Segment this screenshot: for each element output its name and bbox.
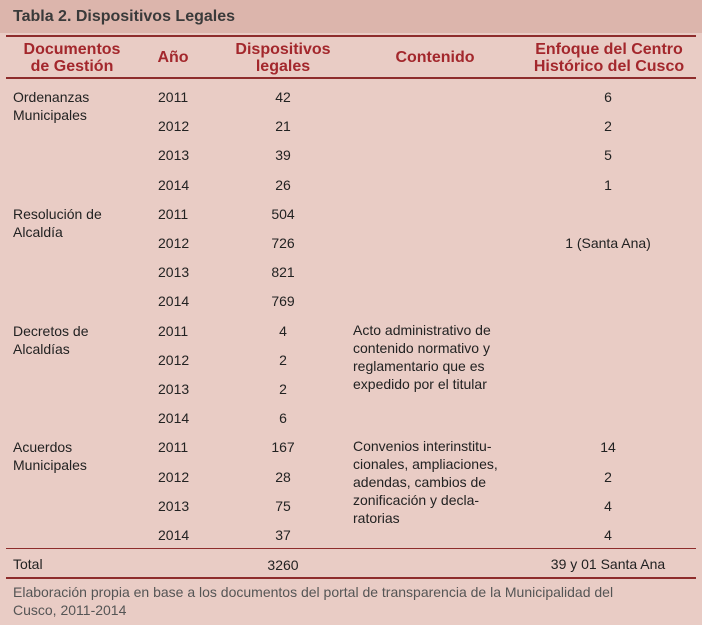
enfoque-cell: 6 bbox=[604, 89, 612, 105]
year-cell: 2011 bbox=[158, 439, 189, 456]
year-cell: 2013 bbox=[158, 264, 190, 281]
total-label: Total bbox=[13, 556, 43, 572]
dispositivos-cell: 4 bbox=[279, 322, 287, 339]
year-cell: 2014 bbox=[158, 293, 190, 310]
year-cell: 2012 bbox=[158, 468, 190, 485]
header-anio: Año bbox=[157, 49, 189, 66]
dispositivos-cell: 821 bbox=[271, 264, 295, 281]
header-bottom-rule bbox=[6, 77, 696, 79]
dispositivos-cell: 167 bbox=[271, 439, 295, 456]
year-cell: 2011 bbox=[158, 205, 189, 222]
year-cell: 2011 bbox=[158, 89, 189, 105]
header-dispositivos-line1: Dispositivos bbox=[235, 41, 331, 58]
table-title-bar bbox=[0, 0, 702, 33]
dispositivos-cell: 769 bbox=[271, 293, 295, 310]
document-name-line1: Acuerdos bbox=[13, 439, 73, 456]
contenido-line: reglamentario que es bbox=[353, 358, 485, 374]
enfoque-cell: 2 bbox=[604, 468, 612, 485]
enfoque-cell: 5 bbox=[604, 147, 612, 164]
footnote-line1: Elaboración propia en base a los documentos del portal de transparencia de la Municipalidad del bbox=[13, 584, 614, 600]
year-cell: 2011 bbox=[158, 322, 189, 339]
contenido-line: cionales, ampliaciones, bbox=[353, 456, 498, 472]
dispositivos-cell: 28 bbox=[275, 468, 291, 485]
year-cell: 2013 bbox=[158, 381, 190, 397]
contenido-line: ratorias bbox=[353, 510, 400, 526]
document-name-line1: Ordenanzas bbox=[13, 89, 90, 105]
footnote-line2: Cusco, 2011-2014 bbox=[13, 602, 127, 618]
document-name-line1: Decretos de bbox=[13, 322, 89, 339]
total-bottom-rule bbox=[6, 577, 696, 579]
header-documentos bbox=[6, 41, 138, 75]
header-top-rule bbox=[6, 35, 696, 37]
contenido-line: adendas, cambios de bbox=[353, 474, 487, 490]
header-enfoque bbox=[518, 41, 700, 75]
enfoque-cell: 2 bbox=[604, 118, 612, 135]
header-documentos-line1: Documentos bbox=[23, 41, 121, 58]
enfoque-cell: 14 bbox=[600, 439, 616, 456]
year-cell: 2013 bbox=[158, 497, 190, 514]
dispositivos-cell: 26 bbox=[275, 176, 291, 193]
dispositivos-cell: 21 bbox=[275, 118, 291, 135]
enfoque-cell: 4 bbox=[604, 497, 612, 514]
year-cell: 2012 bbox=[158, 235, 190, 251]
header-enfoque-line1: Enfoque del Centro bbox=[535, 41, 683, 58]
dispositivos-cell: 75 bbox=[275, 497, 291, 514]
year-cell: 2012 bbox=[158, 351, 190, 368]
year-cell: 2014 bbox=[158, 176, 190, 193]
contenido-line: contenido normativo y bbox=[353, 340, 490, 356]
dispositivos-cell: 39 bbox=[275, 147, 291, 164]
total-dispositivos: 3260 bbox=[267, 557, 299, 573]
document-name-line2: Municipales bbox=[13, 457, 87, 474]
contenido-line: zonificación y decla- bbox=[353, 492, 480, 508]
footnote bbox=[13, 583, 663, 619]
document-name-line1: Resolución de bbox=[13, 205, 102, 222]
dispositivos-cell: 37 bbox=[275, 527, 291, 543]
dispositivos-cell: 42 bbox=[275, 89, 291, 105]
contenido-line: expedido por el titular bbox=[353, 376, 487, 392]
document-name-line2: Alcaldía bbox=[13, 223, 63, 240]
header-contenido: Contenido bbox=[395, 49, 475, 66]
header-dispositivos-line2: legales bbox=[255, 58, 311, 75]
dispositivos-cell: 2 bbox=[279, 351, 287, 368]
document-name-line2: Alcaldías bbox=[13, 340, 70, 357]
enfoque-note: 1 (Santa Ana) bbox=[565, 235, 651, 251]
dispositivos-cell: 2 bbox=[279, 381, 287, 397]
table-title: Tabla 2. Dispositivos Legales bbox=[13, 7, 235, 25]
dispositivos-cell: 6 bbox=[279, 410, 287, 427]
dispositivos-cell: 504 bbox=[271, 205, 295, 222]
header-enfoque-line2: Histórico del Cusco bbox=[533, 58, 685, 75]
header-documentos-line2: de Gestión bbox=[30, 58, 114, 75]
dispositivos-cell: 726 bbox=[271, 235, 295, 251]
enfoque-cell: 4 bbox=[604, 527, 612, 543]
total-enfoque: 39 y 01 Santa Ana bbox=[550, 556, 666, 572]
document-name-line2: Municipales bbox=[13, 107, 87, 123]
year-cell: 2014 bbox=[158, 410, 190, 427]
contenido-line: Acto administrativo de bbox=[353, 322, 491, 338]
enfoque-cell: 1 bbox=[604, 176, 612, 193]
year-cell: 2013 bbox=[158, 147, 190, 164]
total-top-rule bbox=[6, 548, 696, 549]
header-dispositivos bbox=[218, 41, 348, 75]
year-cell: 2014 bbox=[158, 527, 190, 543]
contenido-line: Convenios interinstitu- bbox=[353, 438, 492, 454]
year-cell: 2012 bbox=[158, 118, 190, 135]
